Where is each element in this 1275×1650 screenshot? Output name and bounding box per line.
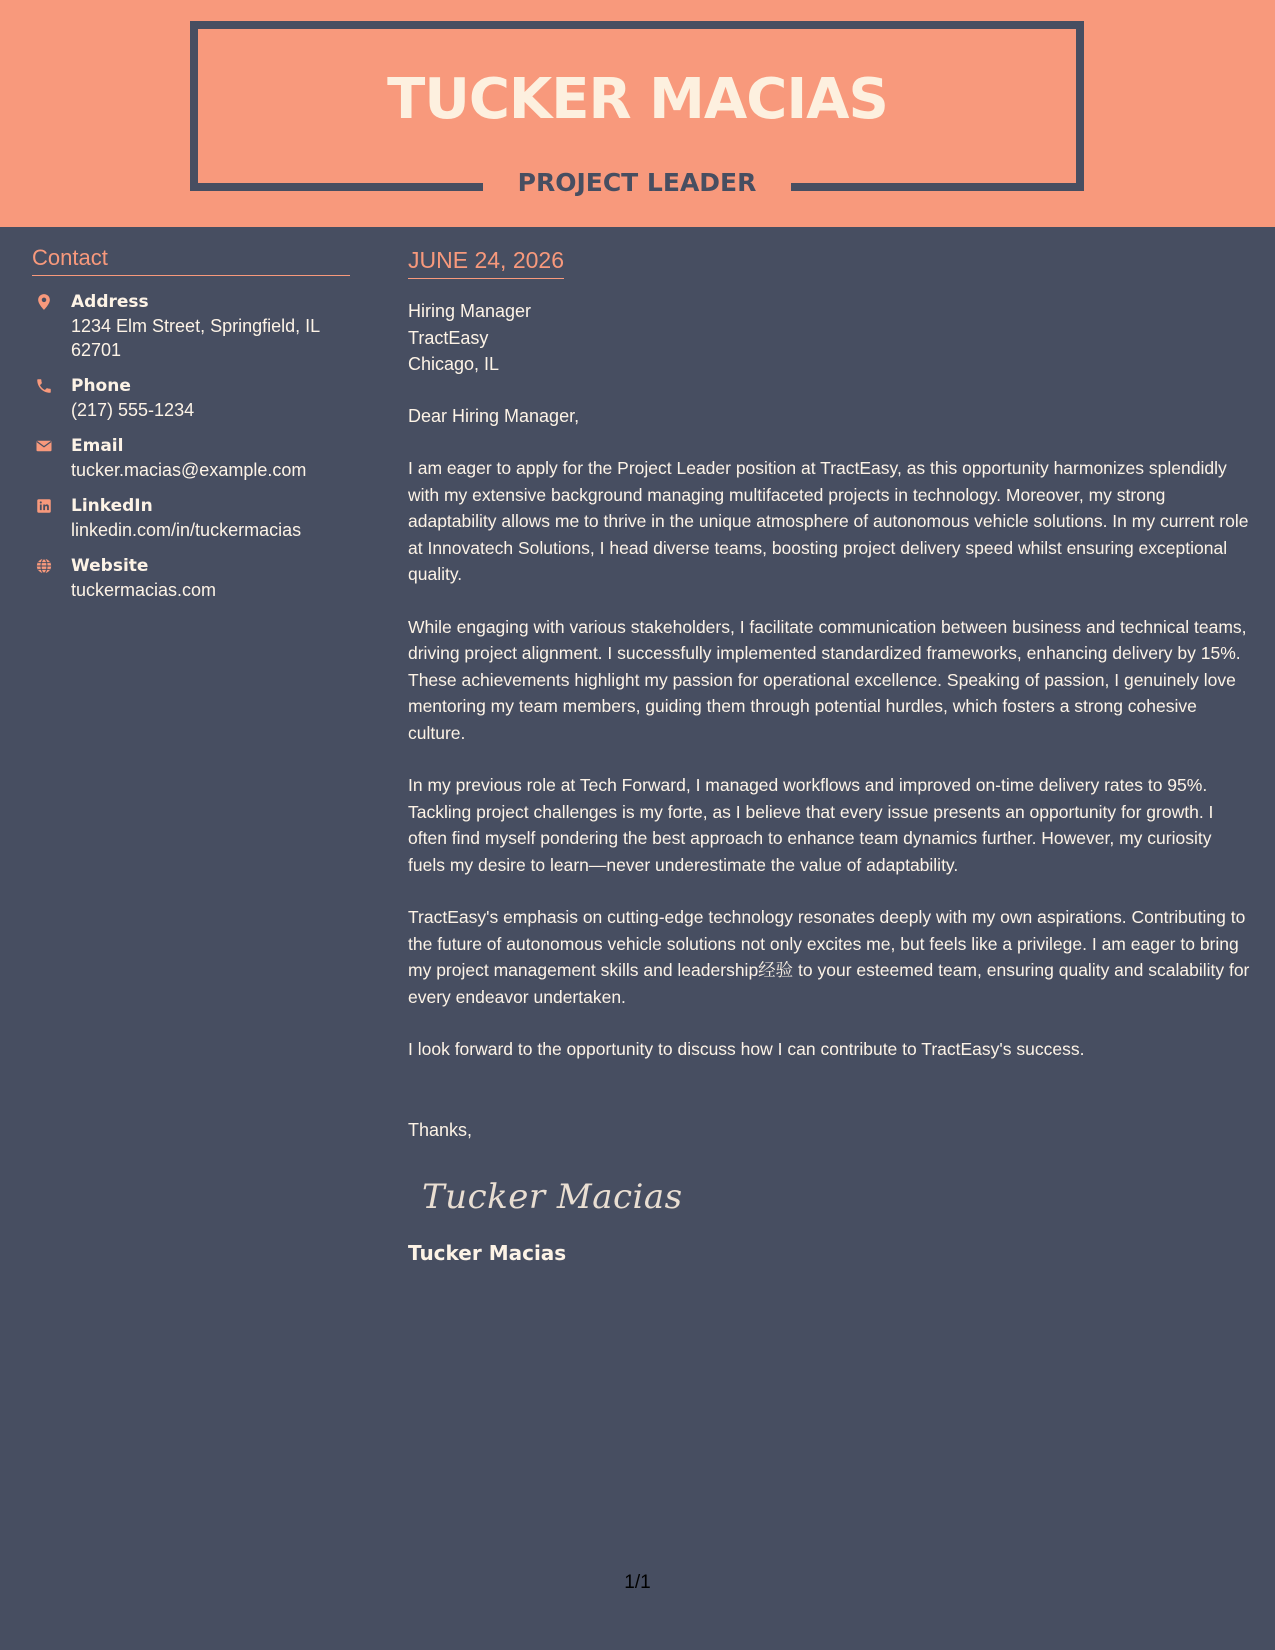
candidate-name: TUCKER MACIAS xyxy=(387,67,888,132)
paragraph: TractEasy's emphasis on cutting-edge technology resonates deeply with my own aspirations. Contributing to the future of autonomous vehicle solutions not only excites me, but feels like a privilege. I am eager to bring my project management skills and leadership经验 to your esteemed team, ensuring quality and scalability for every endeavor undertaken. xyxy=(408,907,1250,1007)
contact-value: 1234 Elm Street, Springfield, IL 62701 xyxy=(71,316,320,360)
contact-item-address xyxy=(32,290,350,362)
contact-label: Phone xyxy=(71,376,131,396)
paragraph: I am eager to apply for the Project Leader position at TractEasy, as this opportunity harmonizes splendidly with my extensive background managing multifaceted projects in technology. Moreover, my strong adaptability allows me to thrive in the unique atmosphere of autonomous vehicle solutions. In my current role at Innovatech Solutions, I head diverse teams, boosting project delivery speed whilst ensuring exceptional quality. xyxy=(408,458,1249,584)
paragraph: In my previous role at Tech Forward, I managed workflows and improved on-time delivery rates to 95%. Tackling project challenges is my forte, as I believe that every issue presents an opportunity for growth. I often find myself pondering the best approach to enhance team dynamics further. However, my curiosity fuels my desire to learn—never underestimate the value of adaptability. xyxy=(408,775,1214,875)
contact-list xyxy=(32,290,350,602)
linkedin-icon xyxy=(35,497,53,515)
header-banner xyxy=(0,0,1275,227)
contact-value: tucker.macias@example.com xyxy=(71,460,307,480)
globe-icon xyxy=(35,557,53,575)
contact-item-linkedin xyxy=(32,494,350,542)
contact-label: Address xyxy=(71,292,149,312)
contact-value: linkedin.com/in/tuckermacias xyxy=(71,520,302,540)
recipient-name: Hiring Manager xyxy=(408,301,532,321)
job-title: PROJECT LEADER xyxy=(517,168,757,197)
contact-value: tuckermacias.com xyxy=(71,580,217,600)
contact-sidebar xyxy=(32,227,350,614)
closing: Thanks, xyxy=(408,1119,473,1140)
contact-label: LinkedIn xyxy=(71,496,153,516)
paragraph: I look forward to the opportunity to discuss how I can contribute to TractEasy's success. xyxy=(408,1039,1085,1059)
contact-heading: Contact xyxy=(32,244,350,276)
letter-body xyxy=(408,227,1253,1267)
contact-label: Email xyxy=(71,436,124,456)
signer-name: Tucker Macias xyxy=(408,1241,567,1265)
salutation: Dear Hiring Manager, xyxy=(408,405,580,426)
contact-item-website xyxy=(32,554,350,602)
phone-icon xyxy=(35,377,53,395)
recipient-location: Chicago, IL xyxy=(408,354,500,374)
contact-item-phone xyxy=(32,374,350,422)
map-pin-icon xyxy=(35,293,53,311)
envelope-icon xyxy=(35,437,53,455)
page-number: 1/1 xyxy=(624,1572,651,1593)
contact-label: Website xyxy=(71,556,149,576)
signature: Tucker Macias xyxy=(422,1177,683,1217)
contact-item-email xyxy=(32,434,350,482)
contact-value: (217) 555-1234 xyxy=(71,400,195,420)
recipient-company: TractEasy xyxy=(408,327,489,348)
paragraph: While engaging with various stakeholders, I facilitate communication between business and technical teams, driving project alignment. I successfully implemented standardized frameworks, enhancing delivery by 15%. These achievements highlight my passion for operational excellence. Speaking of passion, I genuinely love mentoring my team members, guiding them through potential hurdles, which fosters a strong cohesive culture. xyxy=(408,616,1247,743)
letter-date: JUNE 24, 2026 xyxy=(408,245,564,279)
recipient-block xyxy=(408,298,1253,378)
